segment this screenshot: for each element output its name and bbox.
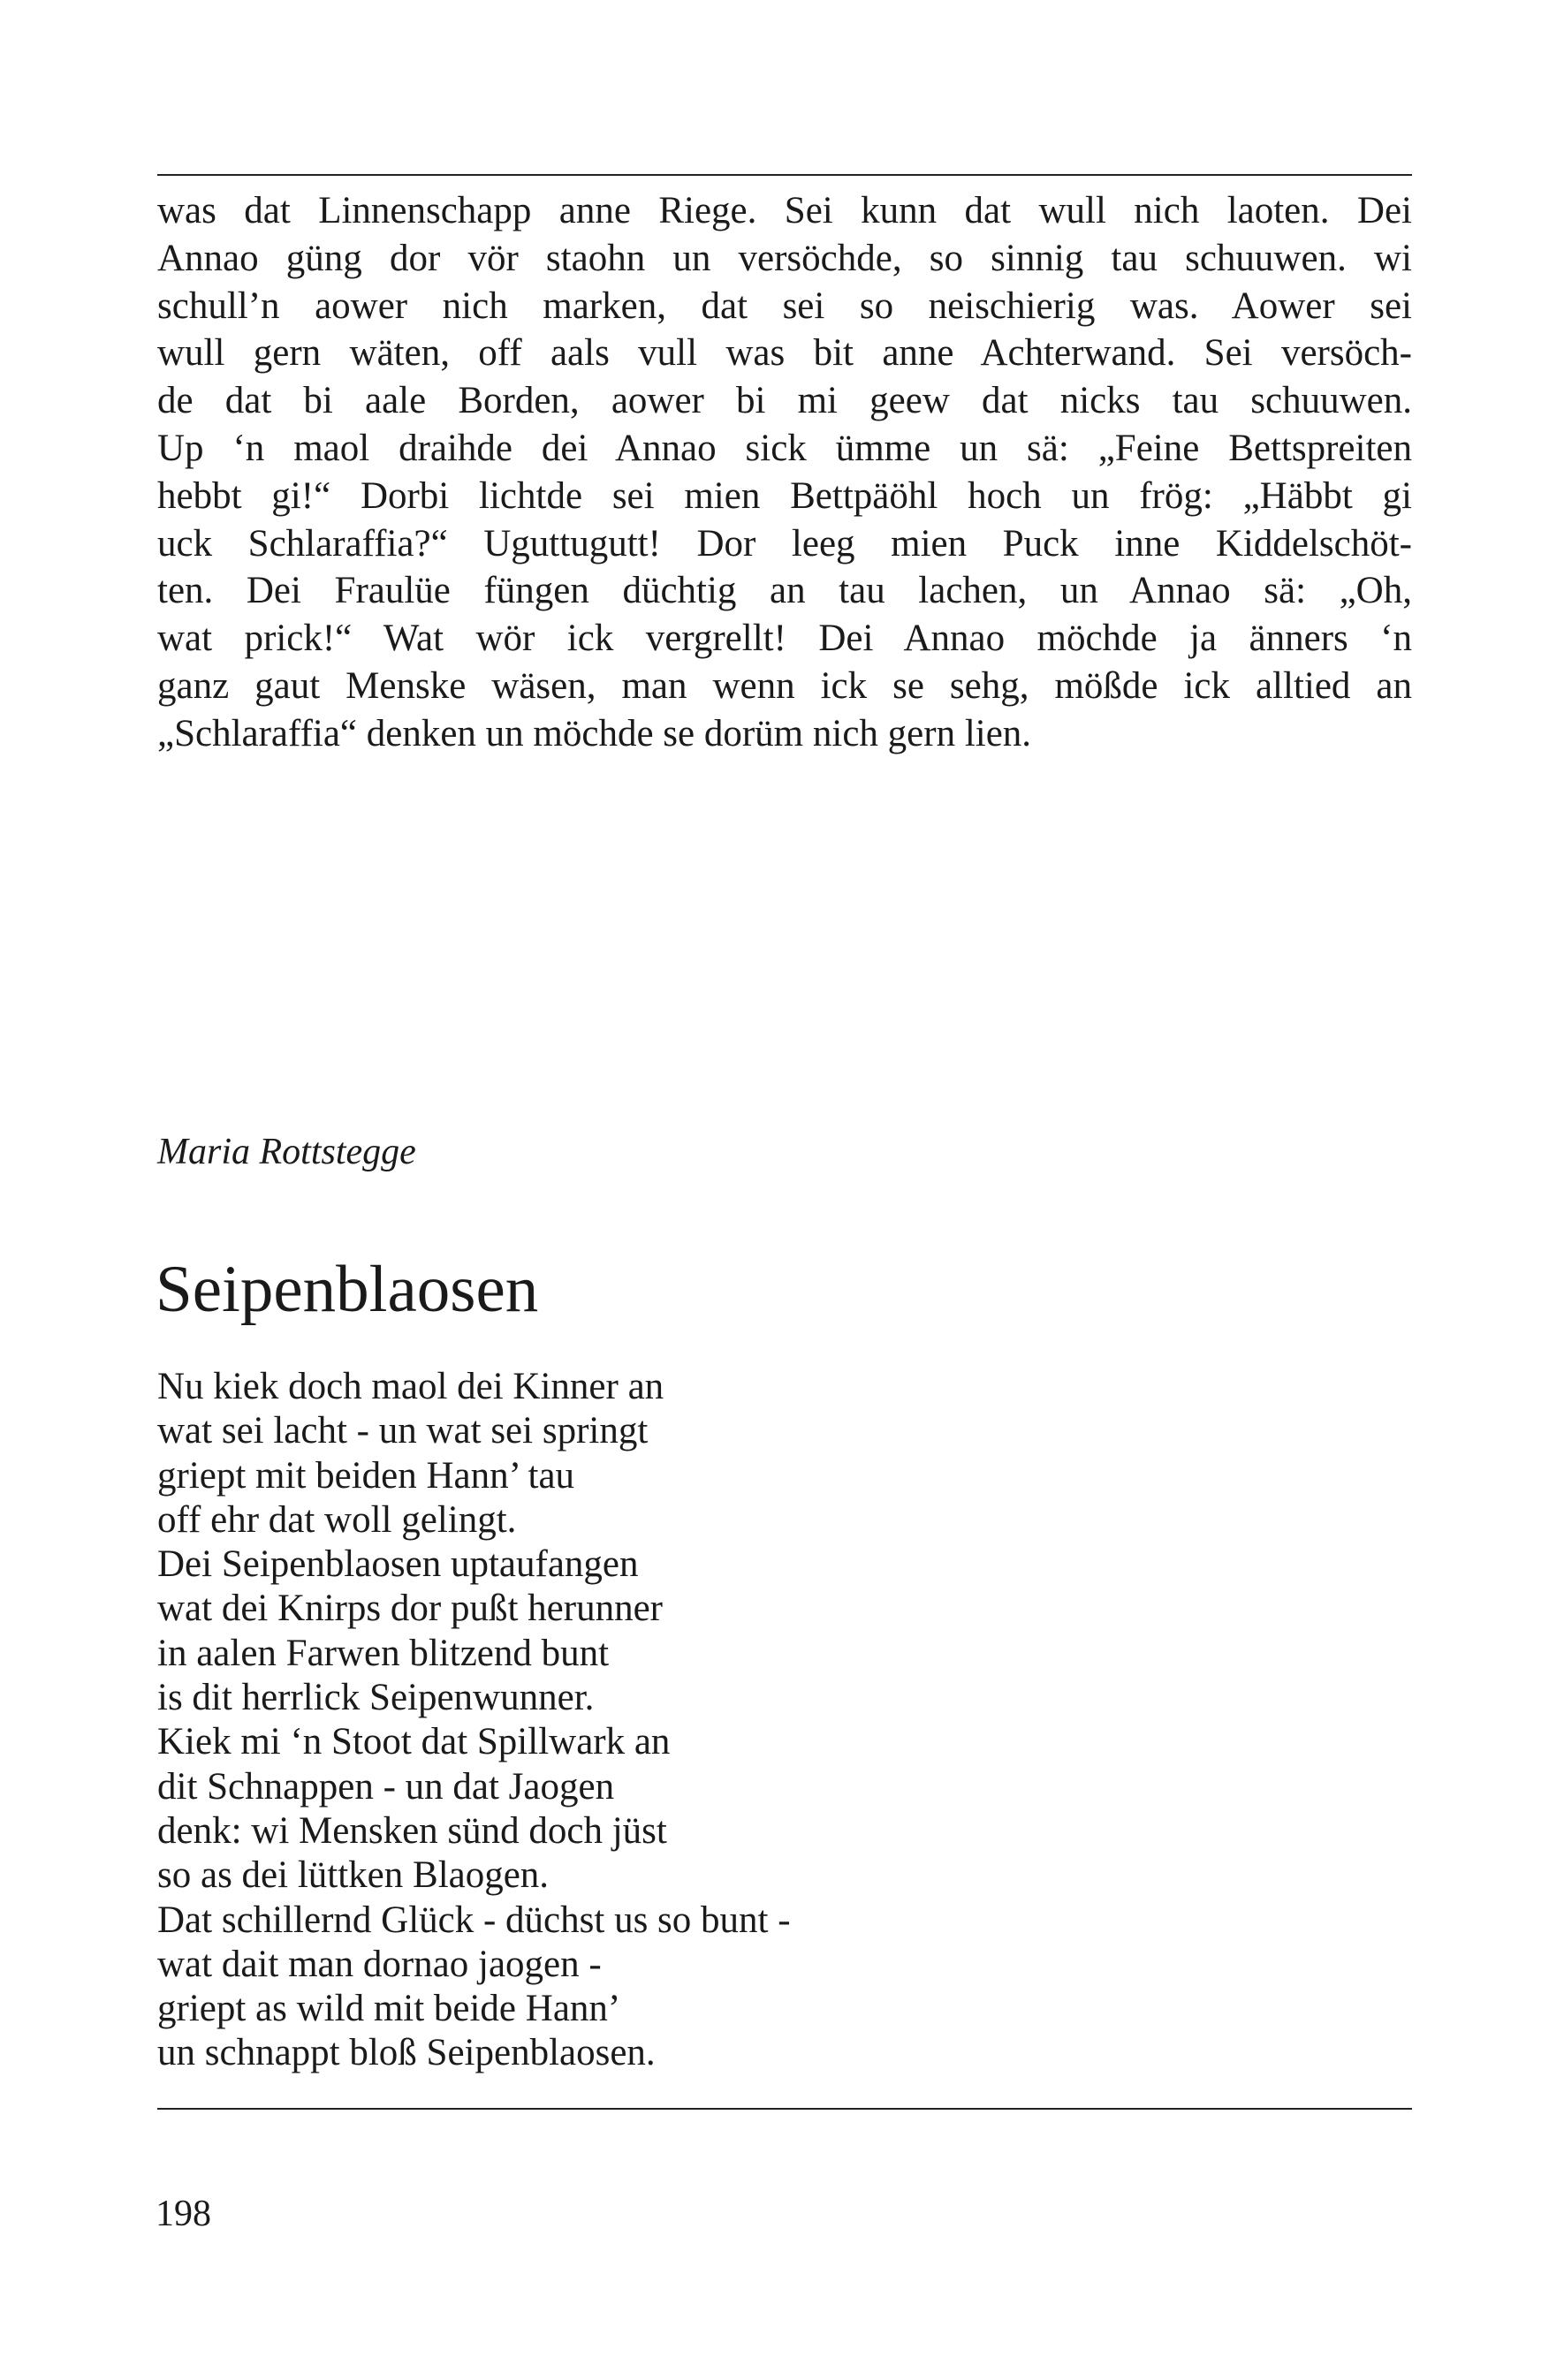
poem-line: so as dei lüttken Blaogen. [157, 1854, 550, 1897]
prose-line: uck Schlaraffia?“ Uguttugutt! Dor leeg mien Puck inne Kiddelschöt- [157, 522, 1412, 565]
poem-body [157, 1365, 791, 2076]
poem-title: Seipenblaosen [156, 1253, 539, 1326]
poem-line: Nu kiek doch maol dei Kinner an [157, 1366, 664, 1407]
prose-line: schull’n aower nich marken, dat sei so neischierig was. Aower sei [157, 284, 1412, 327]
prose-line: de dat bi aale Borden, aower bi mi geew dat nicks tau schuuwen. [157, 380, 1412, 422]
prose-line: ten. Dei Fraulüe füngen düchtig an tau lachen, un Annao sä: „Oh, [157, 570, 1412, 612]
prose-line: ganz gaut Menske wäsen, man wenn ick se sehg, mößde ick alltied an [157, 664, 1412, 707]
poem-line: is dit herrlick Seipenwunner. [157, 1677, 595, 1719]
poem-line: off ehr dat woll gelingt. [157, 1498, 517, 1541]
poem-line: wat dait man dornao jaogen - [157, 1943, 602, 1985]
poem-line: wat dei Knirps dor pußt herunner [157, 1588, 663, 1630]
poem-line: wat sei lacht - un wat sei springt [157, 1410, 649, 1452]
top-rule [157, 174, 1412, 176]
poem-line: dit Schnappen - un dat Jaogen [157, 1765, 615, 1808]
poem-line: Kiek mi ‘n Stoot dat Spillwark an [157, 1721, 671, 1763]
poem-line: Dat schillernd Glück - düchst us so bunt - [157, 1899, 791, 1941]
poem-line: un schnappt bloß Seipenblaosen. [157, 2032, 656, 2074]
poem-line: denk: wi Mensken sünd doch jüst [157, 1809, 667, 1852]
prose-line: wull gern wäten, off aals vull was bit anne Achterwand. Sei versöch- [157, 332, 1412, 375]
bottom-rule [157, 2108, 1412, 2110]
prose-line: „Schlaraffia“ denken un möchde se dorüm nich gern lien. [157, 712, 1032, 754]
poem-line: Dei Seipenblaosen uptaufangen [157, 1543, 639, 1586]
prose-line: Annao güng dor vör staohn un versöchde, so sinnig tau schuuwen. wi [157, 237, 1412, 279]
prose-line: Up ‘n maol draihde dei Annao sick ümme un sä: „Feine Bettspreiten [157, 427, 1412, 469]
poem-line: in aalen Farwen blitzend bunt [157, 1632, 610, 1674]
prose-line: was dat Linnenschapp anne Riege. Sei kunn dat wull nich laoten. Dei [157, 190, 1412, 231]
prose-line: hebbt gi!“ Dorbi lichtde sei mien Bettpäöhl hoch un frög: „Häbbt gi [157, 474, 1412, 517]
author-name: Maria Rottstegge [157, 1132, 416, 1172]
poem-line: griept as wild mit beide Hann’ [157, 1988, 621, 2030]
page-number: 198 [156, 2194, 211, 2234]
prose-line: wat prick!“ Wat wör ick vergrellt! Dei Annao möchde ja änners ‘n [157, 618, 1412, 660]
poem-line: griept mit beiden Hann’ tau [157, 1454, 575, 1497]
prose-paragraph [157, 187, 1412, 758]
